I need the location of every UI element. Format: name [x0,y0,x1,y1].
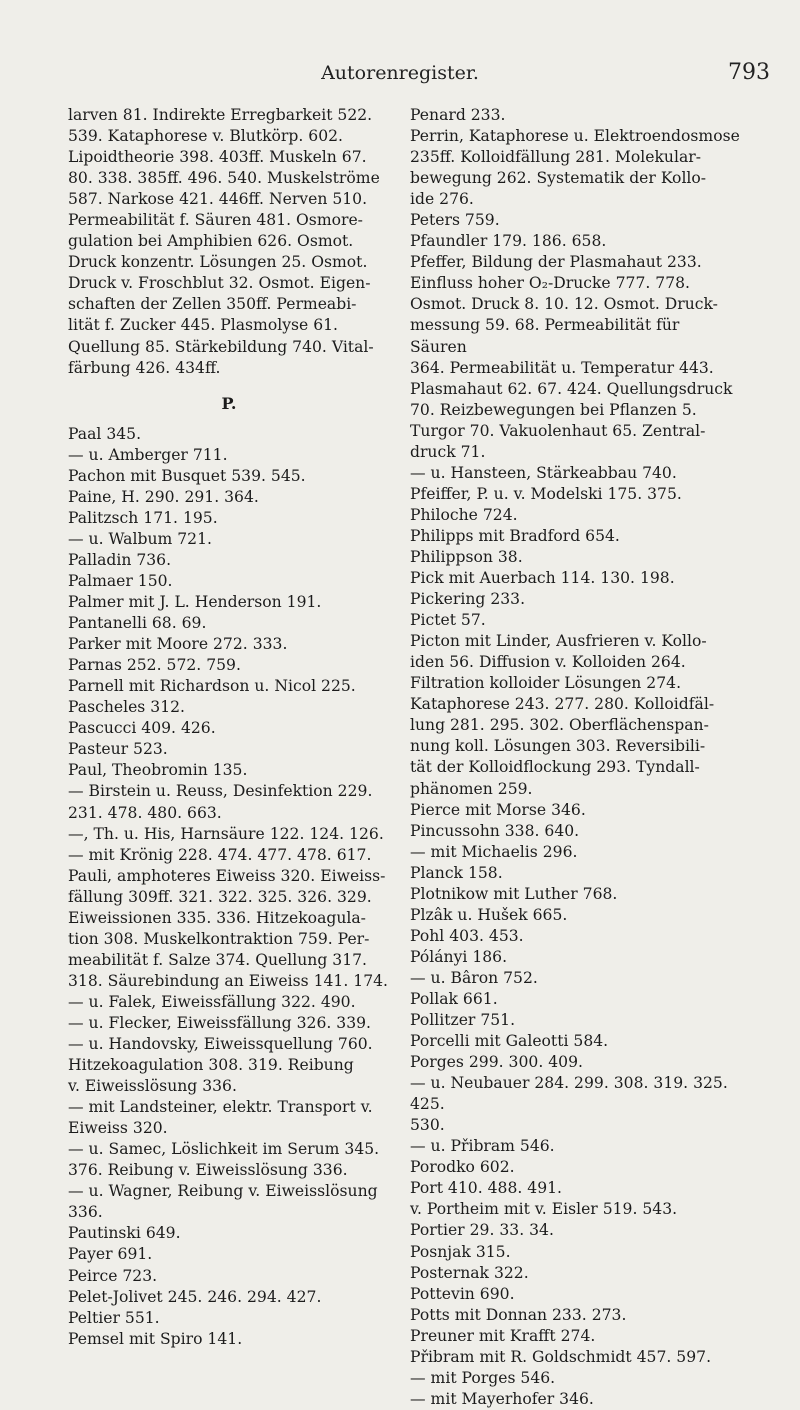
index-line: 539. Kataphorese v. Blutkörp. 602. [68,127,344,146]
index-line: tät der Kolloidflockung 293. Tyndall- [410,758,700,777]
index-line: lität f. Zucker 445. Plasmolyse 61. [68,316,339,335]
index-line: — u. Walbum 721. [68,529,212,548]
section-letter: P. [221,393,237,413]
index-line: Pascheles 312. [68,698,185,717]
index-line: Hitzekoagulation 308. 319. Reibung [68,1056,354,1075]
index-line: Planck 158. [410,863,503,882]
index-line: Penard 233. [410,106,506,124]
index-line: meabilität f. Salze 374. Quellung 317. [68,950,367,969]
index-line: nung koll. Lösungen 303. Reversibili- [410,737,706,756]
index-line: Peirce 723. [68,1266,158,1285]
index-line: 336. [68,1203,103,1222]
index-line: gulation bei Amphibien 626. Osmot. [68,232,354,251]
index-line: fällung 309ff. 321. 322. 325. 326. 329. [68,887,372,906]
index-line: — u. Samec, Löslichkeit im Serum 345. [68,1140,380,1159]
index-line: Porges 299. 300. 409. [410,1053,583,1072]
index-line: Philipps mit Bradford 654. [410,526,620,545]
index-line: v. Eiweisslösung 336. [68,1077,237,1096]
index-line: Perrin, Kataphorese u. Elektroendosmose [410,127,740,146]
index-line: Potts mit Donnan 233. 273. [410,1305,627,1324]
index-entries-right [410,105,740,1410]
index-line: Pottevin 690. [410,1284,515,1303]
running-title: Autorenregister. [321,62,479,84]
index-line: — mit Mayerhofer 346. [410,1389,594,1408]
index-line: 231. 478. 480. 663. [68,803,222,822]
index-line: —, Th. u. His, Harnsäure 122. 124. 126. [68,824,384,843]
index-line: — u. Bâron 752. [410,968,538,987]
index-line: Permeabilität f. Säuren 481. Osmore- [68,211,363,230]
index-line: 364. Permeabilität u. Temperatur 443. [410,358,714,377]
index-line: Peters 759. [410,211,500,230]
index-line: Eiweiss 320. [68,1119,168,1138]
index-line: Pickering 233. [410,590,526,609]
index-line: Pohl 403. 453. [410,926,524,945]
index-line: — Birstein u. Reuss, Desinfektion 229. [68,782,373,801]
left-column [68,105,390,1350]
index-line: Pfeiffer, P. u. v. Modelski 175. 375. [410,484,682,503]
index-line: — u. Neubauer 284. 299. 308. 319. 325. 425. [410,1074,728,1114]
index-line: Pascucci 409. 426. [68,719,216,738]
index-line: — u. Handovsky, Eiweissquellung 760. [68,1035,373,1054]
index-line: Porcelli mit Galeotti 584. [410,1032,609,1051]
index-line: Pantanelli 68. 69. [68,614,207,633]
index-line: Pemsel mit Spiro 141. [68,1329,243,1348]
index-line: Pfeffer, Bildung der Plasmahaut 233. [410,253,702,272]
index-line: — u. Amberger 711. [68,445,228,464]
index-line: Přibram mit R. Goldschmidt 457. 597. [410,1347,712,1366]
index-line: — mit Landsteiner, elektr. Transport v. [68,1098,373,1117]
index-line: larven 81. Indirekte Erregbarkeit 522. [68,106,373,124]
index-line: Plotnikow mit Luther 768. [410,884,618,903]
index-line: Pólányi 186. [410,947,508,966]
page-header [0,60,800,90]
index-line: Portier 29. 33. 34. [410,1221,554,1240]
index-line: Plzâk u. Hušek 665. [410,905,568,924]
index-line: Einfluss hoher O₂-Drucke 777. 778. [410,274,691,293]
index-line: Posnjak 315. [410,1242,511,1261]
index-line: Druck konzentr. Lösungen 25. Osmot. [68,253,368,272]
index-line: — u. Wagner, Reibung v. Eiweisslösung [68,1182,378,1201]
index-line: Palladin 736. [68,550,172,569]
index-line: ide 276. [410,190,474,209]
index-line: Paine, H. 290. 291. 364. [68,487,259,506]
index-line: Kataphorese 243. 277. 280. Kolloidfäl- [410,695,715,714]
index-line: 587. Narkose 421. 446ff. Nerven 510. [68,190,368,209]
index-line: Palitzsch 171. 195. [68,508,218,527]
index-line: Paul, Theobromin 135. [68,761,248,780]
index-line: 376. Reibung v. Eiweisslösung 336. [68,1161,348,1180]
index-line: Parnas 252. 572. 759. [68,656,241,675]
index-line: Pelet-Jolivet 245. 246. 294. 427. [68,1287,322,1306]
index-line: Eiweissionen 335. 336. Hitzekoagula- [68,908,366,927]
index-line: 318. Säurebindung an Eiweiss 141. 174. [68,971,388,990]
index-line: Plasmahaut 62. 67. 424. Quellungsdruck [410,379,733,398]
index-line: Pincussohn 338. 640. [410,821,580,840]
index-line: 70. Reizbewegungen bei Pflanzen 5. [410,400,697,419]
index-entries-left [68,424,390,1350]
index-line: Lipoidtheorie 398. 403ff. Muskeln 67. [68,148,367,167]
page-number: 793 [728,60,770,85]
index-line: Pick mit Auerbach 114. 130. 198. [410,569,675,588]
index-line: färbung 426. 434ff. [68,358,221,377]
index-line: Druck v. Froschblut 32. Osmot. Eigen- [68,274,371,293]
continued-entry [68,105,390,379]
index-line: — mit Porges 546. [410,1368,556,1387]
index-line: Quellung 85. Stärkebildung 740. Vital- [68,337,374,356]
index-line: Palmer mit J. L. Henderson 191. [68,593,322,612]
index-line: schaften der Zellen 350ff. Permeabi- [68,295,357,314]
index-line: Parker mit Moore 272. 333. [68,635,288,654]
index-line: Osmot. Druck 8. 10. 12. Osmot. Druck- [410,295,718,314]
index-line: — mit Krönig 228. 474. 477. 478. 617. [68,845,372,864]
index-line: phänomen 259. [410,779,533,798]
index-line: Palmaer 150. [68,571,173,590]
index-line: Port 410. 488. 491. [410,1179,563,1198]
right-column [410,105,740,1410]
index-line: Philippson 38. [410,547,523,566]
index-line: Pauli, amphoteres Eiweiss 320. Eiweiss- [68,866,386,885]
index-line: Turgor 70. Vakuolenhaut 65. Zentral- [410,421,706,440]
index-line: Pollitzer 751. [410,1011,516,1030]
index-line: — u. Flecker, Eiweissfällung 326. 339. [68,1013,372,1032]
index-line: Paal 345. [68,424,142,443]
index-line: Philoche 724. [410,505,518,524]
index-line: iden 56. Diffusion v. Kolloiden 264. [410,653,686,672]
index-line: bewegung 262. Systematik der Kollo- [410,169,707,188]
index-line: Peltier 551. [68,1308,160,1327]
index-line: Picton mit Linder, Ausfrieren v. Kollo- [410,632,707,651]
index-line: Porodko 602. [410,1158,515,1177]
index-line: tion 308. Muskelkontraktion 759. Per- [68,929,370,948]
index-line: druck 71. [410,442,486,461]
index-line: — u. Falek, Eiweissfällung 322. 490. [68,992,356,1011]
index-line: — u. Hansteen, Stärkeabbau 740. [410,463,677,482]
index-line: messung 59. 68. Permeabilität für Säuren [410,316,680,356]
index-line: Filtration kolloider Lösungen 274. [410,674,682,693]
index-line: 80. 338. 385ff. 496. 540. Muskelströme [68,169,380,188]
index-line: v. Portheim mit v. Eisler 519. 543. [410,1200,678,1219]
index-line: Pfaundler 179. 186. 658. [410,232,607,251]
index-line: 235ff. Kolloidfällung 281. Molekular- [410,148,701,167]
index-line: Posternak 322. [410,1263,529,1282]
index-line: Payer 691. [68,1245,153,1264]
index-line: Parnell mit Richardson u. Nicol 225. [68,677,356,696]
index-line: 530. [410,1116,445,1135]
index-line: Pictet 57. [410,611,486,630]
index-line: Pasteur 523. [68,740,168,759]
index-line: Pierce mit Morse 346. [410,800,586,819]
index-line: lung 281. 295. 302. Oberflächenspan- [410,716,709,735]
index-line: Preuner mit Krafft 274. [410,1326,596,1345]
index-line: Pollak 661. [410,989,498,1008]
index-line: — u. Přibram 546. [410,1137,555,1156]
index-line: Pautinski 649. [68,1224,181,1243]
index-line: — mit Michaelis 296. [410,842,578,861]
index-line: Pachon mit Busquet 539. 545. [68,466,306,485]
